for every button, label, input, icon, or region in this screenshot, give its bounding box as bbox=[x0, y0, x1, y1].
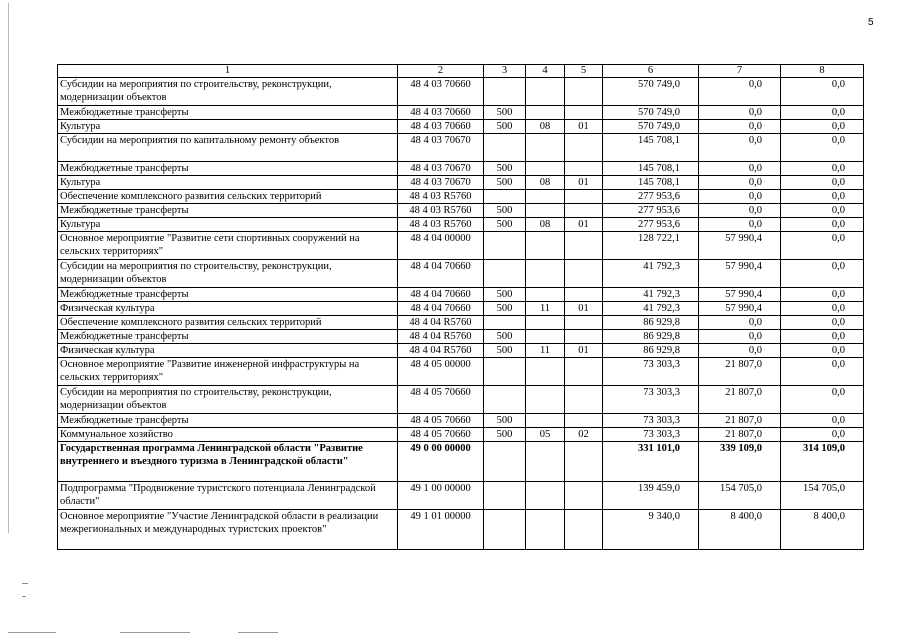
budget-table bbox=[57, 64, 864, 550]
row-name: Обеспечение комплексного развития сельских территорий bbox=[58, 190, 398, 204]
row-amount-1: 570 749,0 bbox=[603, 78, 699, 106]
table-row bbox=[58, 302, 864, 316]
page-number: 5 bbox=[868, 17, 874, 28]
row-amount-2: 0,0 bbox=[699, 120, 781, 134]
row-amount-2: 0,0 bbox=[699, 204, 781, 218]
row-rz bbox=[526, 162, 565, 176]
row-amount-1: 139 459,0 bbox=[603, 482, 699, 510]
row-code: 48 4 04 R5760 bbox=[398, 330, 484, 344]
scan-mark bbox=[22, 596, 26, 597]
row-pr: 01 bbox=[565, 218, 603, 232]
table-row bbox=[58, 78, 864, 106]
scan-artifact-line bbox=[8, 632, 56, 633]
scan-artifact-line bbox=[120, 632, 190, 633]
row-amount-2: 57 990,4 bbox=[699, 288, 781, 302]
row-pr: 01 bbox=[565, 302, 603, 316]
row-rz: 11 bbox=[526, 344, 565, 358]
row-amount-1: 9 340,0 bbox=[603, 510, 699, 550]
row-amount-3: 0,0 bbox=[781, 176, 864, 190]
row-name: Межбюджетные трансферты bbox=[58, 288, 398, 302]
row-amount-1: 86 929,8 bbox=[603, 316, 699, 330]
column-number: 2 bbox=[398, 65, 484, 78]
table-row bbox=[58, 218, 864, 232]
row-name: Коммунальное хозяйство bbox=[58, 428, 398, 442]
row-rz bbox=[526, 482, 565, 510]
row-code: 48 4 04 70660 bbox=[398, 302, 484, 316]
row-amount-2: 8 400,0 bbox=[699, 510, 781, 550]
row-vr: 500 bbox=[484, 120, 526, 134]
row-rz bbox=[526, 414, 565, 428]
row-name: Основное мероприятие "Развитие сети спортивных сооружений на сельских территориях" bbox=[58, 232, 398, 260]
row-vr bbox=[484, 190, 526, 204]
column-number: 4 bbox=[526, 65, 565, 78]
table-row bbox=[58, 204, 864, 218]
row-vr bbox=[484, 134, 526, 162]
row-pr bbox=[565, 260, 603, 288]
row-code: 48 4 05 70660 bbox=[398, 428, 484, 442]
row-pr bbox=[565, 330, 603, 344]
row-amount-1: 570 749,0 bbox=[603, 120, 699, 134]
row-code: 48 4 04 70660 bbox=[398, 288, 484, 302]
row-amount-2: 21 807,0 bbox=[699, 358, 781, 386]
row-rz: 08 bbox=[526, 176, 565, 190]
row-amount-3: 0,0 bbox=[781, 190, 864, 204]
row-rz bbox=[526, 442, 565, 482]
row-amount-3: 0,0 bbox=[781, 330, 864, 344]
row-code: 48 4 03 70660 bbox=[398, 78, 484, 106]
row-pr bbox=[565, 106, 603, 120]
row-amount-1: 73 303,3 bbox=[603, 386, 699, 414]
row-code: 48 4 03 70670 bbox=[398, 176, 484, 190]
row-amount-2: 0,0 bbox=[699, 344, 781, 358]
column-number: 3 bbox=[484, 65, 526, 78]
row-code: 48 4 04 R5760 bbox=[398, 344, 484, 358]
table-row bbox=[58, 330, 864, 344]
row-amount-2: 0,0 bbox=[699, 106, 781, 120]
row-pr: 01 bbox=[565, 120, 603, 134]
table-row bbox=[58, 442, 864, 482]
row-amount-2: 0,0 bbox=[699, 78, 781, 106]
row-amount-3: 0,0 bbox=[781, 162, 864, 176]
row-pr: 02 bbox=[565, 428, 603, 442]
row-pr bbox=[565, 482, 603, 510]
row-rz: 08 bbox=[526, 218, 565, 232]
row-amount-3: 0,0 bbox=[781, 288, 864, 302]
row-amount-3: 0,0 bbox=[781, 358, 864, 386]
row-amount-1: 277 953,6 bbox=[603, 204, 699, 218]
row-amount-3: 0,0 bbox=[781, 120, 864, 134]
row-code: 48 4 04 70660 bbox=[398, 260, 484, 288]
row-pr bbox=[565, 510, 603, 550]
row-code: 48 4 05 70660 bbox=[398, 414, 484, 428]
row-amount-3: 0,0 bbox=[781, 414, 864, 428]
row-pr bbox=[565, 386, 603, 414]
row-vr bbox=[484, 78, 526, 106]
row-amount-1: 73 303,3 bbox=[603, 358, 699, 386]
row-vr: 500 bbox=[484, 204, 526, 218]
row-code: 48 4 03 R5760 bbox=[398, 218, 484, 232]
row-name: Межбюджетные трансферты bbox=[58, 330, 398, 344]
table-body bbox=[58, 65, 864, 550]
row-amount-2: 0,0 bbox=[699, 316, 781, 330]
row-amount-2: 0,0 bbox=[699, 134, 781, 162]
row-name: Культура bbox=[58, 218, 398, 232]
row-code: 48 4 03 70660 bbox=[398, 106, 484, 120]
row-vr: 500 bbox=[484, 414, 526, 428]
row-name: Межбюджетные трансферты bbox=[58, 162, 398, 176]
row-amount-1: 41 792,3 bbox=[603, 288, 699, 302]
row-amount-1: 41 792,3 bbox=[603, 302, 699, 316]
row-pr: 01 bbox=[565, 176, 603, 190]
row-code: 48 4 03 70670 bbox=[398, 162, 484, 176]
row-vr: 500 bbox=[484, 344, 526, 358]
row-name: Обеспечение комплексного развития сельских территорий bbox=[58, 316, 398, 330]
row-amount-2: 0,0 bbox=[699, 190, 781, 204]
row-pr bbox=[565, 316, 603, 330]
row-name: Межбюджетные трансферты bbox=[58, 106, 398, 120]
row-vr: 500 bbox=[484, 302, 526, 316]
row-name: Субсидии на мероприятия по строительству, реконструкции, модернизации объектов bbox=[58, 386, 398, 414]
row-code: 48 4 03 70660 bbox=[398, 120, 484, 134]
row-amount-3: 0,0 bbox=[781, 78, 864, 106]
row-amount-2: 57 990,4 bbox=[699, 260, 781, 288]
row-rz bbox=[526, 358, 565, 386]
row-amount-2: 57 990,4 bbox=[699, 302, 781, 316]
row-pr bbox=[565, 204, 603, 218]
table-row bbox=[58, 232, 864, 260]
row-name: Культура bbox=[58, 176, 398, 190]
row-vr: 500 bbox=[484, 176, 526, 190]
row-amount-2: 21 807,0 bbox=[699, 428, 781, 442]
row-vr: 500 bbox=[484, 428, 526, 442]
row-name: Основное мероприятие "Развитие инженерной инфраструктуры на сельских территориях" bbox=[58, 358, 398, 386]
row-name: Культура bbox=[58, 120, 398, 134]
row-vr bbox=[484, 510, 526, 550]
table-row bbox=[58, 414, 864, 428]
scan-mark bbox=[22, 583, 28, 584]
scan-page-edge bbox=[0, 3, 9, 533]
table-row bbox=[58, 316, 864, 330]
row-vr bbox=[484, 260, 526, 288]
row-pr bbox=[565, 78, 603, 106]
row-name: Государственная программа Ленинградской области "Развитие внутреннего и въездного туризма в Ленинградской области" bbox=[58, 442, 398, 482]
row-vr: 500 bbox=[484, 330, 526, 344]
row-amount-1: 145 708,1 bbox=[603, 162, 699, 176]
row-code: 49 1 00 00000 bbox=[398, 482, 484, 510]
row-amount-2: 21 807,0 bbox=[699, 386, 781, 414]
row-rz bbox=[526, 204, 565, 218]
table-row bbox=[58, 120, 864, 134]
row-amount-1: 277 953,6 bbox=[603, 218, 699, 232]
row-amount-3: 8 400,0 bbox=[781, 510, 864, 550]
table-row bbox=[58, 288, 864, 302]
row-pr bbox=[565, 288, 603, 302]
row-code: 48 4 04 R5760 bbox=[398, 316, 484, 330]
row-amount-1: 145 708,1 bbox=[603, 176, 699, 190]
row-vr bbox=[484, 358, 526, 386]
row-rz bbox=[526, 78, 565, 106]
row-amount-1: 331 101,0 bbox=[603, 442, 699, 482]
row-vr: 500 bbox=[484, 288, 526, 302]
row-rz bbox=[526, 260, 565, 288]
row-amount-3: 0,0 bbox=[781, 232, 864, 260]
row-amount-3: 0,0 bbox=[781, 204, 864, 218]
row-rz: 11 bbox=[526, 302, 565, 316]
row-amount-2: 0,0 bbox=[699, 218, 781, 232]
row-amount-1: 570 749,0 bbox=[603, 106, 699, 120]
column-number-row bbox=[58, 65, 864, 78]
row-pr bbox=[565, 134, 603, 162]
table-row bbox=[58, 510, 864, 550]
row-amount-2: 0,0 bbox=[699, 162, 781, 176]
table-row bbox=[58, 358, 864, 386]
row-code: 48 4 03 R5760 bbox=[398, 204, 484, 218]
row-pr bbox=[565, 414, 603, 428]
row-vr: 500 bbox=[484, 162, 526, 176]
row-pr bbox=[565, 358, 603, 386]
row-vr bbox=[484, 386, 526, 414]
row-code: 48 4 03 R5760 bbox=[398, 190, 484, 204]
table-row bbox=[58, 386, 864, 414]
row-name: Субсидии на мероприятия по строительству, реконструкции, модернизации объектов bbox=[58, 260, 398, 288]
row-vr bbox=[484, 482, 526, 510]
row-amount-1: 73 303,3 bbox=[603, 428, 699, 442]
row-amount-2: 339 109,0 bbox=[699, 442, 781, 482]
row-pr bbox=[565, 232, 603, 260]
row-amount-1: 145 708,1 bbox=[603, 134, 699, 162]
table-row bbox=[58, 260, 864, 288]
row-amount-3: 314 109,0 bbox=[781, 442, 864, 482]
row-amount-3: 0,0 bbox=[781, 386, 864, 414]
row-pr bbox=[565, 190, 603, 204]
row-rz bbox=[526, 288, 565, 302]
row-code: 48 4 05 00000 bbox=[398, 358, 484, 386]
row-name: Межбюджетные трансферты bbox=[58, 414, 398, 428]
row-amount-2: 57 990,4 bbox=[699, 232, 781, 260]
row-rz bbox=[526, 106, 565, 120]
row-pr: 01 bbox=[565, 344, 603, 358]
table-row bbox=[58, 428, 864, 442]
row-name: Межбюджетные трансферты bbox=[58, 204, 398, 218]
row-pr bbox=[565, 162, 603, 176]
row-amount-3: 0,0 bbox=[781, 316, 864, 330]
row-rz bbox=[526, 316, 565, 330]
row-amount-2: 154 705,0 bbox=[699, 482, 781, 510]
table-row bbox=[58, 162, 864, 176]
row-amount-1: 86 929,8 bbox=[603, 330, 699, 344]
table-row bbox=[58, 482, 864, 510]
row-rz: 08 bbox=[526, 120, 565, 134]
row-code: 48 4 04 00000 bbox=[398, 232, 484, 260]
column-number: 1 bbox=[58, 65, 398, 78]
row-amount-3: 0,0 bbox=[781, 428, 864, 442]
row-rz bbox=[526, 510, 565, 550]
row-code: 49 0 00 00000 bbox=[398, 442, 484, 482]
row-rz: 05 bbox=[526, 428, 565, 442]
row-amount-3: 0,0 bbox=[781, 260, 864, 288]
column-number: 5 bbox=[565, 65, 603, 78]
table-row bbox=[58, 344, 864, 358]
column-number: 8 bbox=[781, 65, 864, 78]
row-rz bbox=[526, 386, 565, 414]
row-amount-3: 154 705,0 bbox=[781, 482, 864, 510]
table-row bbox=[58, 190, 864, 204]
row-name: Физическая культура bbox=[58, 344, 398, 358]
row-amount-1: 73 303,3 bbox=[603, 414, 699, 428]
row-rz bbox=[526, 232, 565, 260]
row-vr bbox=[484, 442, 526, 482]
row-amount-3: 0,0 bbox=[781, 344, 864, 358]
column-number: 7 bbox=[699, 65, 781, 78]
row-code: 48 4 05 70660 bbox=[398, 386, 484, 414]
row-amount-3: 0,0 bbox=[781, 134, 864, 162]
row-amount-2: 0,0 bbox=[699, 176, 781, 190]
row-code: 48 4 03 70670 bbox=[398, 134, 484, 162]
row-name: Подпрограмма "Продвижение туристского потенциала Ленинградской области" bbox=[58, 482, 398, 510]
row-name: Основное мероприятие "Участие Ленинградской области в реализации межрегиональных и международных туристских проектов" bbox=[58, 510, 398, 550]
row-amount-3: 0,0 bbox=[781, 106, 864, 120]
row-name: Субсидии на мероприятия по строительству, реконструкции, модернизации объектов bbox=[58, 78, 398, 106]
column-number: 6 bbox=[603, 65, 699, 78]
row-rz bbox=[526, 134, 565, 162]
table-row bbox=[58, 106, 864, 120]
row-vr bbox=[484, 232, 526, 260]
row-vr bbox=[484, 316, 526, 330]
row-name: Субсидии на мероприятия по капитальному ремонту объектов bbox=[58, 134, 398, 162]
row-name: Физическая культура bbox=[58, 302, 398, 316]
scan-artifact-line bbox=[238, 632, 278, 633]
row-amount-1: 128 722,1 bbox=[603, 232, 699, 260]
row-vr: 500 bbox=[484, 218, 526, 232]
row-amount-3: 0,0 bbox=[781, 302, 864, 316]
row-code: 49 1 01 00000 bbox=[398, 510, 484, 550]
row-amount-2: 0,0 bbox=[699, 330, 781, 344]
row-rz bbox=[526, 330, 565, 344]
row-pr bbox=[565, 442, 603, 482]
row-amount-1: 277 953,6 bbox=[603, 190, 699, 204]
row-amount-1: 86 929,8 bbox=[603, 344, 699, 358]
row-amount-2: 21 807,0 bbox=[699, 414, 781, 428]
row-rz bbox=[526, 190, 565, 204]
row-amount-3: 0,0 bbox=[781, 218, 864, 232]
row-vr: 500 bbox=[484, 106, 526, 120]
row-amount-1: 41 792,3 bbox=[603, 260, 699, 288]
table-row bbox=[58, 134, 864, 162]
table-row bbox=[58, 176, 864, 190]
